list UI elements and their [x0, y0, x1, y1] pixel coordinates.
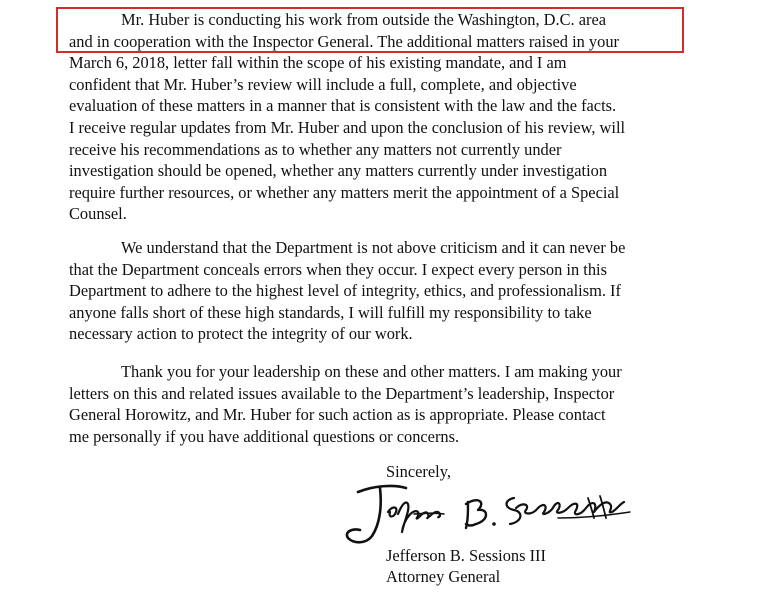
paragraph-1-line: Counsel. [69, 204, 127, 224]
paragraph-1-line: evaluation of these matters in a manner that is consistent with the law and the facts. [69, 96, 617, 116]
handwritten-signature [318, 478, 638, 548]
signer-name: Jefferson B. Sessions III [386, 546, 546, 565]
paragraph-3-line: Thank you for your leadership on these and other matters. I am making your [121, 362, 622, 381]
paragraph-1-line: investigation should be opened, whether any matters currently under investigation [69, 161, 608, 181]
paragraph-1-line: Mr. Huber is conducting his work from outside the Washington, D.C. area [121, 10, 607, 29]
paragraph-3-line: General Horowitz, and Mr. Huber for such action as is appropriate. Please contact [69, 405, 606, 425]
paragraph-1-line: I receive regular updates from Mr. Huber and upon the conclusion of his review, will [69, 117, 626, 137]
paragraph-1-line: confident that Mr. Huber’s review will include a full, complete, and objective [69, 74, 577, 94]
paragraph-3 [69, 361, 689, 447]
paragraph-3-line: letters on this and related issues available to the Department’s leadership, Inspector [69, 383, 615, 403]
paragraph-3-line: me personally if you have additional questions or concerns. [69, 426, 460, 446]
paragraph-2-line: Department to adhere to the highest level of integrity, ethics, and professionalism. If [69, 281, 621, 301]
paragraph-1-line: March 6, 2018, letter fall within the scope of his existing mandate, and I am [69, 53, 567, 73]
paragraph-2-line: that the Department conceals errors when they occur. I expect every person in this [69, 259, 607, 279]
paragraph-2 [69, 237, 689, 345]
paragraph-2-line: necessary action to protect the integrity of our work. [69, 324, 413, 344]
paragraph-1-line: require further resources, or whether any matters merit the appointment of a Special [69, 182, 620, 202]
paragraph-1 [69, 9, 689, 225]
paragraph-1-line: receive his recommendations as to whether any matters not currently under [69, 139, 562, 159]
signer-title: Attorney General [386, 567, 501, 586]
closing-salutation: Sincerely, [386, 462, 451, 481]
paragraph-2-line: We understand that the Department is not above criticism and it can never be [121, 238, 626, 257]
paragraph-1-line: and in cooperation with the Inspector General. The additional matters raised in your [69, 31, 619, 51]
paragraph-2-line: anyone falls short of these high standards, I will fulfill my responsibility to take [69, 302, 592, 322]
